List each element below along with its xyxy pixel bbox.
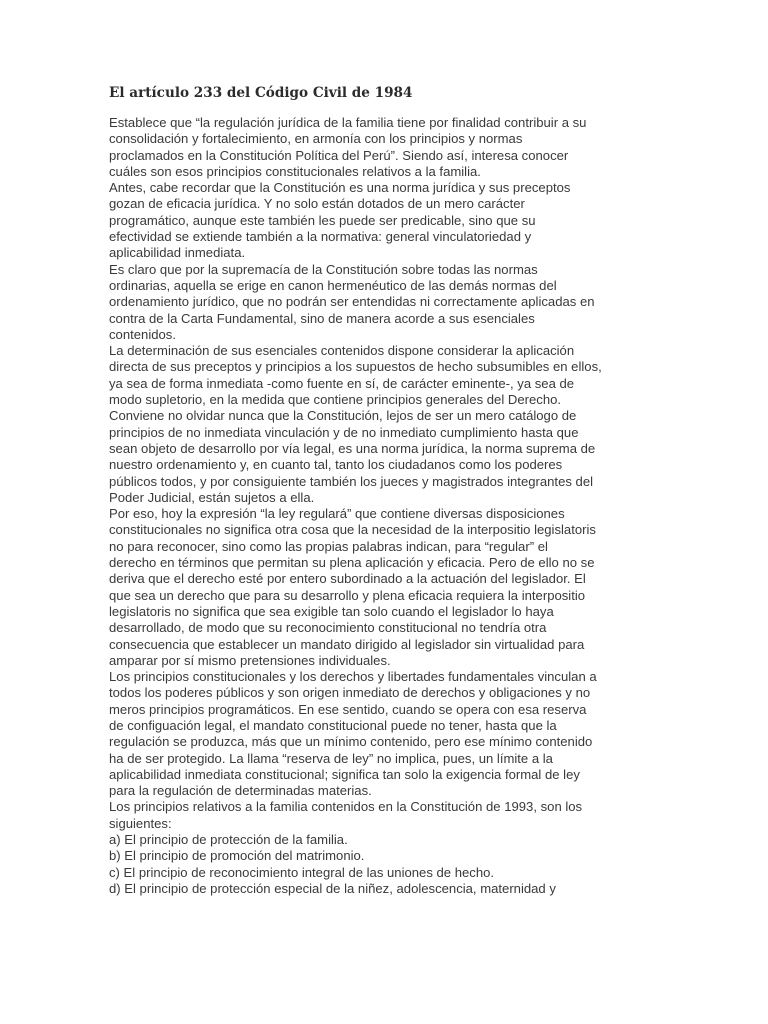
text-line: Es claro que por la supremacía de la Constitución sobre todas las normas bbox=[109, 261, 538, 277]
text-line: directa de sus preceptos y principios a los supuestos de hecho subsumibles en ellos, bbox=[109, 359, 602, 375]
text-line: gozan de eficacia jurídica. Y no solo están dotados de un mero carácter bbox=[109, 196, 525, 212]
text-line: constitucionales no significa otra cosa que la necesidad de la interpositio legislatoris bbox=[109, 522, 596, 538]
text-line: Antes, cabe recordar que la Constitución es una norma jurídica y sus preceptos bbox=[109, 180, 571, 196]
text-line: La determinación de sus esenciales contenidos dispone considerar la aplicación bbox=[109, 343, 575, 359]
text-line: Poder Judicial, están sujetos a ella. bbox=[109, 489, 315, 505]
text-line: proclamados en la Constitución Política del Perú”. Siendo así, interesa conocer bbox=[109, 147, 569, 163]
text-line: deriva que el derecho esté por entero subordinado a la actuación del legislador. El bbox=[109, 571, 586, 587]
text-line: programático, aunque este también les puede ser predicable, sino que su bbox=[109, 212, 536, 228]
text-line: c) El principio de reconocimiento integral de las uniones de hecho. bbox=[109, 864, 495, 880]
text-line: sean objeto de desarrollo por vía legal, es una norma jurídica, la norma suprema de bbox=[109, 440, 596, 456]
text-line: Conviene no olvidar nunca que la Constitución, lejos de ser un mero catálogo de bbox=[109, 408, 577, 424]
text-line: cuáles son esos principios constitucionales relativos a la familia. bbox=[109, 163, 481, 179]
text-line: todos los poderes públicos y son origen inmediato de derechos y obligaciones y no bbox=[109, 685, 591, 701]
text-line: modo supletorio, en la medida que contiene principios generales del Derecho. bbox=[109, 392, 562, 408]
text-line: aplicabilidad inmediata constitucional; significa tan solo la exigencia formal de ley bbox=[109, 766, 580, 782]
text-line: aplicabilidad inmediata. bbox=[109, 245, 246, 261]
document-title: El artículo 233 del Código Civil de 1984 bbox=[109, 85, 413, 101]
text-line: consecuencia que establecer un mandato dirigido al legislador sin virtualidad para bbox=[109, 636, 585, 652]
text-line: Los principios constitucionales y los derechos y libertades fundamentales vinculan a bbox=[109, 669, 597, 685]
text-line: que sea un derecho que para su desarrollo y plena eficacia requiera la interpositio bbox=[109, 587, 586, 603]
text-line: públicos todos, y por consiguiente también los jueces y magistrados integrantes del bbox=[109, 473, 594, 489]
text-line: ordenamiento jurídico, que no podrán ser entendidas ni correctamente aplicadas en bbox=[109, 294, 595, 310]
text-line: d) El principio de protección especial de la niñez, adolescencia, maternidad y bbox=[109, 880, 556, 896]
text-line: principios de no inmediata vinculación y de no inmediato cumplimiento hasta que bbox=[109, 424, 579, 440]
text-line: consolidación y fortalecimiento, en armonía con los principios y normas bbox=[109, 131, 523, 147]
text-line: desarrollado, de modo que su reconocimiento constitucional no tendría otra bbox=[109, 620, 547, 636]
text-line: Los principios relativos a la familia contenidos en la Constitución de 1993, son los bbox=[109, 799, 583, 815]
text-line: nuestro ordenamiento y, en cuanto tal, tanto los ciudadanos como los poderes bbox=[109, 457, 563, 473]
text-line: ordinarias, aquella se erige en canon hermenéutico de las demás normas del bbox=[109, 277, 557, 293]
text-line: siguientes: bbox=[109, 815, 172, 831]
document-body bbox=[109, 115, 669, 897]
text-line: de configuación legal, el mandato constitucional puede no tener, hasta que la bbox=[109, 717, 557, 733]
text-line: regulación se produzca, más que un mínimo contenido, pero ese mínimo contenido bbox=[109, 734, 593, 750]
text-line: no para reconocer, sino como las propias palabras indican, para “regular” el bbox=[109, 538, 548, 554]
text-line: ya sea de forma inmediata -como fuente en sí, de carácter eminente-, ya sea de bbox=[109, 375, 575, 391]
text-line: efectividad se extiende también a la normativa: general vinculatoriedad y bbox=[109, 229, 532, 245]
text-line: amparar por sí mismo pretensiones individuales. bbox=[109, 652, 391, 668]
text-line: meros principios programáticos. En ese sentido, cuando se opera con esa reserva bbox=[109, 701, 587, 717]
text-line: contra de la Carta Fundamental, sino de manera acorde a sus esenciales bbox=[109, 310, 535, 326]
text-line: b) El principio de promoción del matrimonio. bbox=[109, 848, 365, 864]
text-line: para la regulación de determinadas materias. bbox=[109, 783, 372, 799]
text-line: legislatoris no significa que sea exigible tan solo cuando el legislador lo haya bbox=[109, 603, 554, 619]
text-line: Por eso, hoy la expresión “la ley regulará” que contiene diversas disposiciones bbox=[109, 506, 565, 522]
text-line: ha de ser protegido. La llama “reserva de ley” no implica, pues, un límite a la bbox=[109, 750, 553, 766]
text-line: contenidos. bbox=[109, 326, 176, 342]
text-line: Establece que “la regulación jurídica de la familia tiene por finalidad contribuir a su bbox=[109, 115, 587, 130]
text-line: a) El principio de protección de la familia. bbox=[109, 832, 348, 848]
text-line: derecho en términos que permitan su plena aplicación y eficacia. Pero de ello no se bbox=[109, 555, 595, 571]
